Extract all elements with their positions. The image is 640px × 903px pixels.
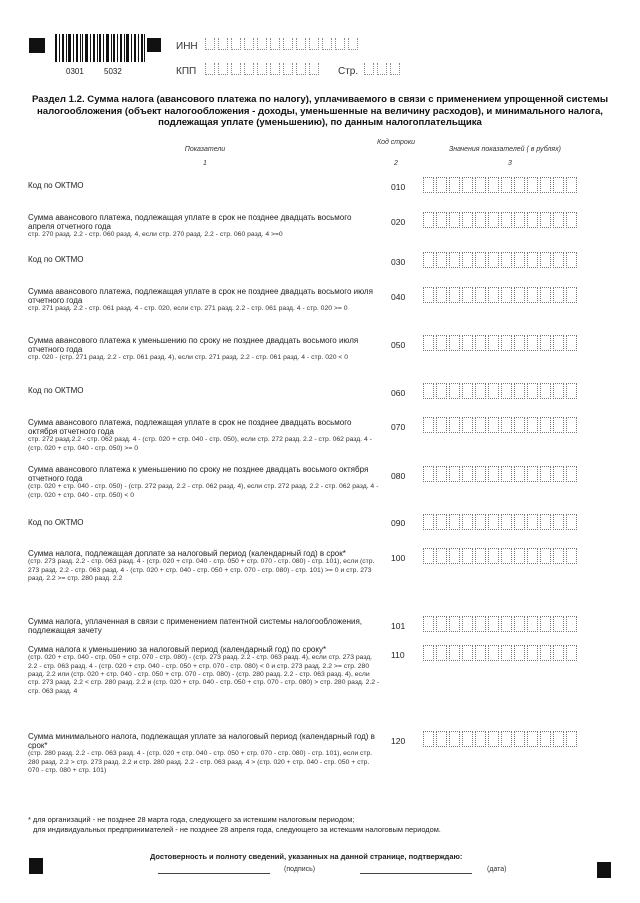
digit-cell[interactable] bbox=[514, 548, 525, 564]
row-label: Сумма налога к уменьшению за налоговый период (календарный год) по сроку* (стр. 020 + стр. 040 - стр. 050 + стр. 070 - стр. 080) - (стр. 273 разд. 2.2 - стр. 063 разд. 4), если стр. 273 разд. 2.2 - стр. 063 разд. 4 - (стр. 020 + стр. 040 - стр. 050 + стр. 070 - стр. 080) < 0 и стр. 273 разд. 2.2 >= стр. 280 разд. 2.2 или (стр. 020 + стр. 040 - стр. 050 + стр. 070 - стр. 080) - (стр. 280 разд. 2.2 - стр. 063 разд. 4), если стр. 273 разд. 2.2 < стр. 280 разд. 2.2 и (стр. 020 + стр. 040 - стр. 050 + стр. 070 - стр. 080) > стр. 280 разд. 2.2 - стр. 063 разд. 4 bbox=[28, 645, 380, 695]
digit-cell[interactable] bbox=[501, 287, 512, 303]
digit-cell[interactable] bbox=[436, 645, 447, 661]
digit-cell[interactable] bbox=[475, 177, 486, 193]
digit-cell[interactable] bbox=[462, 177, 473, 193]
digit-cell[interactable] bbox=[449, 287, 460, 303]
digit-cell[interactable] bbox=[475, 731, 486, 747]
digit-cell[interactable] bbox=[475, 466, 486, 482]
digit-cell[interactable] bbox=[501, 731, 512, 747]
row-code: 101 bbox=[391, 621, 406, 631]
digit-cell[interactable] bbox=[514, 287, 525, 303]
digit-cell[interactable] bbox=[449, 466, 460, 482]
digit-cell[interactable] bbox=[514, 417, 525, 433]
digit-cell[interactable] bbox=[449, 645, 460, 661]
value-field-040[interactable] bbox=[423, 287, 579, 303]
digit-cell[interactable] bbox=[436, 383, 447, 399]
digit-cell[interactable] bbox=[501, 177, 512, 193]
digit-cell[interactable] bbox=[449, 383, 460, 399]
digit-cell[interactable] bbox=[540, 417, 551, 433]
digit-cell[interactable] bbox=[475, 548, 486, 564]
digit-cell[interactable] bbox=[553, 548, 564, 564]
row-code: 110 bbox=[391, 650, 405, 660]
digit-cell[interactable] bbox=[462, 287, 473, 303]
digit-cell[interactable] bbox=[540, 514, 551, 530]
digit-cell[interactable] bbox=[566, 335, 577, 351]
digit-cell[interactable] bbox=[436, 177, 447, 193]
digit-cell[interactable] bbox=[488, 252, 499, 268]
date-label: (дата) bbox=[487, 866, 507, 873]
value-field-100[interactable] bbox=[423, 548, 579, 564]
row-label: Сумма авансового платежа, подлежащая уплате в срок не позднее двадцать восьмого июля отчетного года стр. 271 разд. 2.2 - стр. 061 разд. 4 - стр. 020, если стр. 271 разд. 2.2 - стр. 061 разд. 4 - стр. 020 >= 0 bbox=[28, 287, 373, 313]
digit-cell[interactable] bbox=[449, 335, 460, 351]
digit-cell[interactable] bbox=[488, 417, 499, 433]
digit-cell[interactable] bbox=[475, 252, 486, 268]
digit-cell[interactable] bbox=[475, 383, 486, 399]
digit-cell[interactable] bbox=[501, 335, 512, 351]
digit-cell[interactable] bbox=[423, 287, 434, 303]
digit-cell[interactable] bbox=[514, 335, 525, 351]
digit-cell[interactable] bbox=[436, 616, 447, 632]
inn-label: ИНН bbox=[176, 41, 198, 52]
footnote-line-2: для индивидуальных предпринимателей - не позднее 28 апреля года, следующего за истекшим налоговым периодом. bbox=[33, 824, 441, 834]
page-number-field[interactable] bbox=[364, 63, 403, 75]
row-code: 030 bbox=[391, 257, 406, 267]
digit-cell[interactable] bbox=[501, 548, 512, 564]
value-field-080[interactable] bbox=[423, 466, 579, 482]
digit-cell[interactable] bbox=[553, 514, 564, 530]
digit-cell[interactable] bbox=[553, 212, 564, 228]
row-label: Сумма налога, подлежащая доплате за налоговый период (календарный год) в срок* (стр. 273 разд. 2.2 - стр. 063 разд. 4 - (стр. 020 + стр. 040 - стр. 050 + стр. 070 - стр. 080) - стр. 101), если (стр. 273 разд. 2.2 - стр. 063 разд. 4 - (стр. 020 + стр. 040 - стр. 050 + стр. 070 - стр. 080) - стр. 101) >= 0 и стр. 273 разд. 2.2 >= стр. 280 разд. 2.2 bbox=[28, 549, 375, 583]
digit-cell[interactable] bbox=[449, 616, 460, 632]
digit-cell[interactable] bbox=[501, 616, 512, 632]
digit-cell[interactable] bbox=[540, 177, 551, 193]
digit-cell[interactable] bbox=[423, 731, 434, 747]
digit-cell[interactable] bbox=[436, 514, 447, 530]
digit-cell[interactable] bbox=[540, 466, 551, 482]
footnote bbox=[28, 815, 618, 834]
row-code: 050 bbox=[391, 340, 406, 350]
digit-cell[interactable] bbox=[527, 335, 538, 351]
row-code: 020 bbox=[391, 217, 406, 227]
digit-cell[interactable] bbox=[514, 731, 525, 747]
digit-cell[interactable] bbox=[527, 616, 538, 632]
signature-line[interactable] bbox=[158, 873, 270, 874]
digit-cell[interactable] bbox=[553, 417, 564, 433]
row-code: 100 bbox=[391, 553, 406, 563]
digit-cell[interactable] bbox=[540, 645, 551, 661]
inn-field[interactable] bbox=[205, 38, 361, 50]
row-label: Код по ОКТМО bbox=[28, 518, 84, 527]
row-label: Сумма авансового платежа к уменьшению по сроку не позднее двадцать восьмого октября отчетного года (стр. 020 + стр. 040 - стр. 050) - (стр. 272 разд. 2.2 - стр. 062 разд. 4), если стр. 272 разд. 2.2 - стр. 062 разд. 4 - (стр. 020 + стр. 040 - стр. 050) < 0 bbox=[28, 465, 379, 499]
digit-cell[interactable] bbox=[475, 212, 486, 228]
corner-marker-top-right bbox=[147, 38, 161, 52]
digit-cell[interactable] bbox=[527, 212, 538, 228]
column-header-values: Значения показателей ( в рублях) bbox=[448, 146, 562, 153]
digit-cell[interactable] bbox=[553, 252, 564, 268]
digit-cell[interactable] bbox=[514, 616, 525, 632]
digit-cell[interactable] bbox=[423, 645, 434, 661]
kpp-field[interactable] bbox=[205, 63, 322, 75]
digit-cell[interactable] bbox=[475, 514, 486, 530]
page-label: Стр. bbox=[338, 66, 359, 77]
digit-cell[interactable] bbox=[540, 212, 551, 228]
digit-cell[interactable] bbox=[462, 616, 473, 632]
digit-cell[interactable] bbox=[501, 417, 512, 433]
digit-cell[interactable] bbox=[566, 466, 577, 482]
digit-cell[interactable] bbox=[566, 548, 577, 564]
digit-cell[interactable] bbox=[449, 548, 460, 564]
kpp-label: КПП bbox=[176, 66, 197, 77]
certification-text: Достоверность и полноту сведений, указанных на данной странице, подтверждаю: bbox=[150, 852, 463, 861]
digit-cell[interactable] bbox=[423, 466, 434, 482]
digit-cell[interactable] bbox=[462, 514, 473, 530]
digit-cell[interactable] bbox=[449, 177, 460, 193]
digit-cell[interactable] bbox=[566, 616, 577, 632]
digit-cell[interactable] bbox=[488, 645, 499, 661]
digit-cell[interactable] bbox=[566, 287, 577, 303]
digit-cell[interactable] bbox=[501, 212, 512, 228]
digit-cell[interactable] bbox=[514, 177, 525, 193]
digit-cell[interactable] bbox=[423, 514, 434, 530]
digit-cell[interactable] bbox=[488, 548, 499, 564]
digit-cell[interactable] bbox=[566, 212, 577, 228]
digit-cell[interactable] bbox=[475, 616, 486, 632]
digit-cell[interactable] bbox=[527, 548, 538, 564]
digit-cell[interactable] bbox=[566, 731, 577, 747]
digit-cell[interactable] bbox=[527, 252, 538, 268]
row-label: Код по ОКТМО bbox=[28, 255, 84, 264]
digit-cell[interactable] bbox=[462, 466, 473, 482]
digit-cell[interactable] bbox=[488, 731, 499, 747]
digit-cell[interactable] bbox=[462, 212, 473, 228]
digit-cell[interactable] bbox=[423, 335, 434, 351]
digit-cell[interactable] bbox=[566, 252, 577, 268]
digit-cell[interactable] bbox=[527, 466, 538, 482]
digit-cell[interactable] bbox=[553, 616, 564, 632]
digit-cell[interactable] bbox=[436, 335, 447, 351]
digit-cell[interactable] bbox=[527, 287, 538, 303]
digit-cell[interactable] bbox=[436, 548, 447, 564]
digit-cell[interactable] bbox=[462, 731, 473, 747]
digit-cell[interactable] bbox=[436, 731, 447, 747]
digit-cell[interactable] bbox=[527, 731, 538, 747]
value-field-060[interactable] bbox=[423, 383, 579, 399]
digit-cell[interactable] bbox=[540, 335, 551, 351]
digit-cell[interactable] bbox=[540, 287, 551, 303]
digit-cell[interactable] bbox=[423, 417, 434, 433]
digit-cell[interactable] bbox=[527, 383, 538, 399]
digit-cell[interactable] bbox=[423, 212, 434, 228]
digit-cell[interactable] bbox=[566, 514, 577, 530]
digit-cell[interactable] bbox=[488, 212, 499, 228]
row-label: Сумма авансового платежа, подлежащая уплате в срок не позднее двадцать восьмого октября отчетного года стр. 272 разд.2.2 - стр. 062 разд. 4 - (стр. 020 + стр. 040 - стр. 050), если стр. 272 разд. 2.2 - стр. 062 разд. 4 - (стр. 020 + стр. 040 - стр. 050) >= 0 bbox=[28, 418, 372, 452]
row-label: Сумма авансового платежа к уменьшению по сроку не позднее двадцать восьмого июля отчетного года стр. 020 - (стр. 271 разд. 2.2 - стр. 061 разд. 4), если стр. 271 разд. 2.2 - стр. 061 разд. 4 - стр. 020 < 0 bbox=[28, 336, 359, 362]
digit-cell[interactable] bbox=[566, 177, 577, 193]
digit-cell[interactable] bbox=[527, 514, 538, 530]
row-label: Сумма налога, уплаченная в связи с применением патентной системы налогообложения, подлежащая зачету bbox=[28, 617, 363, 636]
signature-label: (подпись) bbox=[284, 866, 316, 873]
digit-cell[interactable] bbox=[527, 645, 538, 661]
value-field-120[interactable] bbox=[423, 731, 579, 747]
digit-cell[interactable] bbox=[488, 514, 499, 530]
row-label: Сумма минимального налога, подлежащая уплате за налоговый период (календарный год) в срок* (стр. 280 разд. 2.2 - стр. 063 разд. 4 - (стр. 020 + стр. 040 - стр. 050 + стр. 070 - стр. 080) - стр. 101), если стр. 280 разд. 2.2 > стр. 273 разд. 2.2 и стр. 280 разд. 2.2 - стр. 063 разд. 4 > (стр. 020 + стр. 040 - стр. 050 + стр. 070 - стр. 080 + стр. 101) bbox=[28, 732, 375, 775]
digit-cell[interactable] bbox=[488, 335, 499, 351]
value-field-030[interactable] bbox=[423, 252, 579, 268]
row-label: Код по ОКТМО bbox=[28, 386, 84, 395]
value-field-010[interactable] bbox=[423, 177, 579, 193]
digit-cell[interactable] bbox=[514, 645, 525, 661]
digit-cell[interactable] bbox=[488, 616, 499, 632]
footnote-line-1: * для организаций - не позднее 28 марта года, следующего за истекшим налоговым периодом; bbox=[28, 815, 355, 824]
digit-cell[interactable] bbox=[514, 383, 525, 399]
digit-cell[interactable] bbox=[514, 252, 525, 268]
digit-cell[interactable] bbox=[449, 731, 460, 747]
digit-cell[interactable] bbox=[540, 383, 551, 399]
digit-cell[interactable] bbox=[540, 731, 551, 747]
value-field-110[interactable] bbox=[423, 645, 579, 661]
digit-cell[interactable] bbox=[462, 645, 473, 661]
digit-cell[interactable] bbox=[527, 177, 538, 193]
value-field-050[interactable] bbox=[423, 335, 579, 351]
row-code: 090 bbox=[391, 518, 406, 528]
digit-cell[interactable] bbox=[462, 335, 473, 351]
row-code: 120 bbox=[391, 736, 406, 746]
digit-cell[interactable] bbox=[475, 287, 486, 303]
digit-cell[interactable] bbox=[553, 466, 564, 482]
digit-cell[interactable] bbox=[423, 548, 434, 564]
digit-cell[interactable] bbox=[501, 514, 512, 530]
digit-cell[interactable] bbox=[423, 616, 434, 632]
digit-cell[interactable] bbox=[566, 645, 577, 661]
digit-cell[interactable] bbox=[436, 287, 447, 303]
barcode-image bbox=[55, 34, 145, 62]
digit-cell[interactable] bbox=[462, 383, 473, 399]
digit-cell[interactable] bbox=[436, 466, 447, 482]
section-title: Раздел 1.2. Сумма налога (авансового платежа по налогу), уплачиваемого в связи с применением упрощенной системы налогообложения (объект налогообложения - доходы, уменьшенные на величину расходов), и минимального налога, подлежащая уплате (уменьшению), по данным налогоплательщика bbox=[31, 94, 609, 128]
digit-cell[interactable] bbox=[423, 177, 434, 193]
digit-cell[interactable] bbox=[462, 417, 473, 433]
digit-cell[interactable] bbox=[514, 212, 525, 228]
digit-cell[interactable] bbox=[540, 252, 551, 268]
digit-cell[interactable] bbox=[423, 252, 434, 268]
digit-cell[interactable] bbox=[553, 287, 564, 303]
digit-cell[interactable] bbox=[449, 417, 460, 433]
digit-cell[interactable] bbox=[553, 335, 564, 351]
value-field-070[interactable] bbox=[423, 417, 579, 433]
digit-cell[interactable] bbox=[475, 335, 486, 351]
digit-cell[interactable] bbox=[527, 417, 538, 433]
column-header-code: Код строки bbox=[376, 139, 416, 146]
digit-cell[interactable] bbox=[514, 466, 525, 482]
digit-cell[interactable] bbox=[501, 466, 512, 482]
value-field-101[interactable] bbox=[423, 616, 579, 632]
row-code: 080 bbox=[391, 471, 406, 481]
column-number-3: 3 bbox=[508, 160, 512, 167]
digit-cell[interactable] bbox=[462, 252, 473, 268]
digit-cell[interactable] bbox=[501, 252, 512, 268]
digit-cell[interactable] bbox=[553, 383, 564, 399]
column-number-1: 1 bbox=[203, 160, 207, 167]
corner-marker-top-left bbox=[29, 38, 45, 53]
digit-cell[interactable] bbox=[514, 514, 525, 530]
row-code: 040 bbox=[391, 292, 406, 302]
digit-cell[interactable] bbox=[488, 177, 499, 193]
barcode-number-left: 0301 bbox=[66, 67, 84, 76]
row-code: 070 bbox=[391, 422, 406, 432]
digit-cell[interactable] bbox=[488, 287, 499, 303]
row-code: 010 bbox=[391, 182, 406, 192]
digit-cell[interactable] bbox=[423, 383, 434, 399]
column-header-indicators: Показатели bbox=[184, 146, 226, 153]
corner-marker-bottom-left bbox=[29, 858, 43, 874]
digit-cell[interactable] bbox=[566, 383, 577, 399]
digit-cell[interactable] bbox=[540, 548, 551, 564]
value-field-090[interactable] bbox=[423, 514, 579, 530]
row-code: 060 bbox=[391, 388, 406, 398]
date-line[interactable] bbox=[360, 873, 472, 874]
row-label: Код по ОКТМО bbox=[28, 181, 84, 190]
barcode-number-right: 5032 bbox=[104, 67, 122, 76]
digit-cell[interactable] bbox=[436, 417, 447, 433]
value-field-020[interactable] bbox=[423, 212, 579, 228]
digit-cell[interactable] bbox=[540, 616, 551, 632]
digit-cell[interactable] bbox=[553, 645, 564, 661]
digit-cell[interactable] bbox=[501, 383, 512, 399]
corner-marker-bottom-right bbox=[597, 862, 611, 878]
row-label: Сумма авансового платежа, подлежащая уплате в срок не позднее двадцать восьмого апреля отчетного года стр. 270 разд. 2.2 - стр. 060 разд. 4, если стр. 270 разд. 2.2 - стр. 060 разд. 4 >=0 bbox=[28, 213, 352, 239]
column-number-2: 2 bbox=[394, 160, 398, 167]
digit-cell[interactable] bbox=[436, 252, 447, 268]
digit-cell[interactable] bbox=[501, 645, 512, 661]
digit-cell[interactable] bbox=[475, 417, 486, 433]
digit-cell[interactable] bbox=[566, 417, 577, 433]
digit-cell[interactable] bbox=[449, 514, 460, 530]
digit-cell[interactable] bbox=[488, 383, 499, 399]
digit-cell[interactable] bbox=[462, 548, 473, 564]
digit-cell[interactable] bbox=[553, 731, 564, 747]
digit-cell[interactable] bbox=[553, 177, 564, 193]
digit-cell[interactable] bbox=[436, 212, 447, 228]
digit-cell[interactable] bbox=[475, 645, 486, 661]
digit-cell[interactable] bbox=[449, 212, 460, 228]
digit-cell[interactable] bbox=[449, 252, 460, 268]
digit-cell[interactable] bbox=[488, 466, 499, 482]
